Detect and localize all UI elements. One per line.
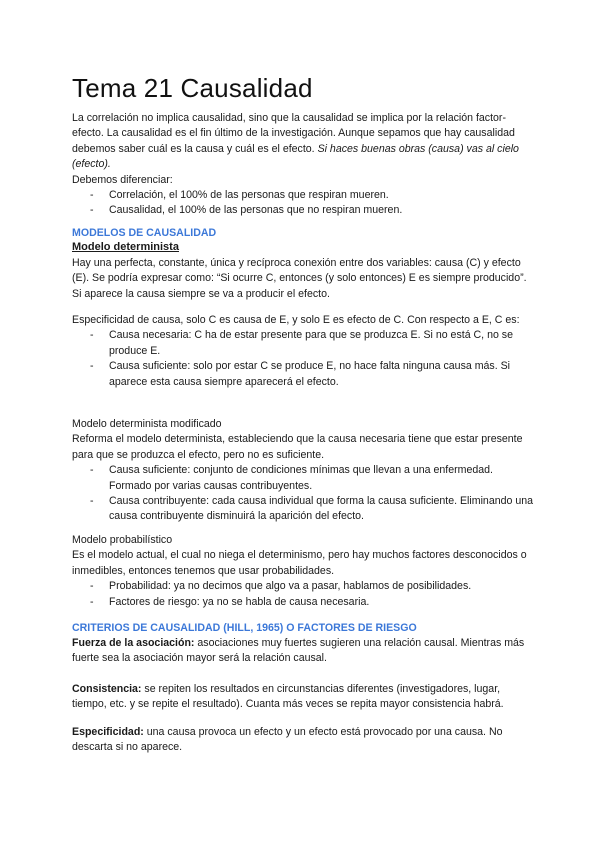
page-title: Tema 21 Causalidad xyxy=(72,73,313,103)
list-item: - Causa suficiente: solo por estar C se produce E, no hace falta ninguna causa más. Si aparece esta causa siempre aparecerá el efecto. xyxy=(72,359,534,390)
modificado-section xyxy=(72,417,534,525)
fuerza-section xyxy=(72,636,534,667)
probabilistico-paragraph: Es el modelo actual, el cual no niega el determinismo, pero hay muchos factores desconocidos o inmedibles, entonces tenemos que usar probabilidades. xyxy=(72,549,527,577)
list-item: - Causalidad, el 100% de las personas que no respiran mueren. xyxy=(72,203,534,218)
list-item: - Correlación, el 100% de las personas que respiran mueren. xyxy=(72,188,534,203)
consistencia-label: Consistencia: xyxy=(72,683,142,695)
especificidad-section xyxy=(72,313,534,390)
section-heading-modelos: MODELOS DE CAUSALIDAD xyxy=(72,227,217,239)
subheading-determinista: Modelo determinista xyxy=(72,241,179,253)
modificado-list xyxy=(72,463,534,525)
determinista-section xyxy=(72,256,534,302)
diferenciar-list xyxy=(72,188,534,219)
especificidad-criterio-section xyxy=(72,725,534,756)
especificidad-criterio-paragraph xyxy=(72,725,534,756)
determinista-paragraph: Hay una perfecta, constante, única y recíproca conexión entre dos variables: causa (C) y efecto (E). Se podría expresar como: “Si ocurre C, entonces (y solo entonces) E es siempre producido”. Si aparece la causa siempre se va a producir el efecto. xyxy=(72,257,527,300)
modificado-paragraph: Reforma el modelo determinista, estableciendo que la causa necesaria tiene que estar presente para que se produzca el efecto, pero no es suficiente. xyxy=(72,433,523,461)
list-item: - Factores de riesgo: ya no se habla de causa necesaria. xyxy=(72,595,534,610)
probabilistico-section xyxy=(72,533,534,610)
especificidad-text: una causa provoca un efecto y un efecto está provocado por una causa. No descarta si no aparece. xyxy=(72,726,503,754)
list-item: - Probabilidad: ya no decimos que algo va a pasar, hablamos de posibilidades. xyxy=(72,579,534,594)
intro-example: Si haces buenas obras (causa) vas al cielo (efecto). xyxy=(72,142,519,171)
subheading-probabilistico: Modelo probabilístico xyxy=(72,534,173,546)
fuerza-text: asociaciones muy fuertes sugieren una relación causal. Mientras más fuerte sea la asociación mayor será la relación causal. xyxy=(72,637,525,665)
list-item: - Causa necesaria: C ha de estar presente para que se produzca E. Si no está C, no se produce E. xyxy=(72,328,534,359)
subheading-modificado: Modelo determinista modificado xyxy=(72,418,222,430)
intro-text: La correlación no implica causalidad, sino que la causalidad se implica por la relación factor-efecto. La causalidad es el fin último de la investigación. Aunque sepamos que hay causalidad debemos saber cuál es la causa y cuál es el efecto. xyxy=(72,112,515,155)
list-item: - Causa suficiente: conjunto de condiciones mínimas que llevan a una enfermedad. Formado por varias causas contribuyentes. xyxy=(72,463,534,494)
especificidad-label: Especificidad: xyxy=(72,726,144,738)
section-heading-criterios: CRITERIOS DE CAUSALIDAD (HILL, 1965) O FACTORES DE RIESGO xyxy=(72,622,417,634)
especificidad-paragraph: Especificidad de causa, solo C es causa de E, y solo E es efecto de C. Con respecto a E, C es: xyxy=(72,314,520,326)
consistencia-paragraph xyxy=(72,682,534,713)
diferenciar-label: Debemos diferenciar: xyxy=(72,173,173,186)
probabilistico-list xyxy=(72,579,534,610)
intro-paragraph xyxy=(72,111,534,173)
intro-section xyxy=(72,111,534,219)
causa-list xyxy=(72,328,534,390)
fuerza-paragraph xyxy=(72,636,534,667)
consistencia-section xyxy=(72,682,534,713)
consistencia-text: se repiten los resultados en circunstancias diferentes (investigadores, lugar, tiempo, etc. y se repite el resultado). Cuanta más veces se repita mayor consistencia habrá. xyxy=(72,683,504,711)
list-item: - Causa contribuyente: cada causa individual que forma la causa suficiente. Eliminando una causa contribuyente disminuirá la aparición del efecto. xyxy=(72,494,534,525)
fuerza-label: Fuerza de la asociación: xyxy=(72,637,195,649)
